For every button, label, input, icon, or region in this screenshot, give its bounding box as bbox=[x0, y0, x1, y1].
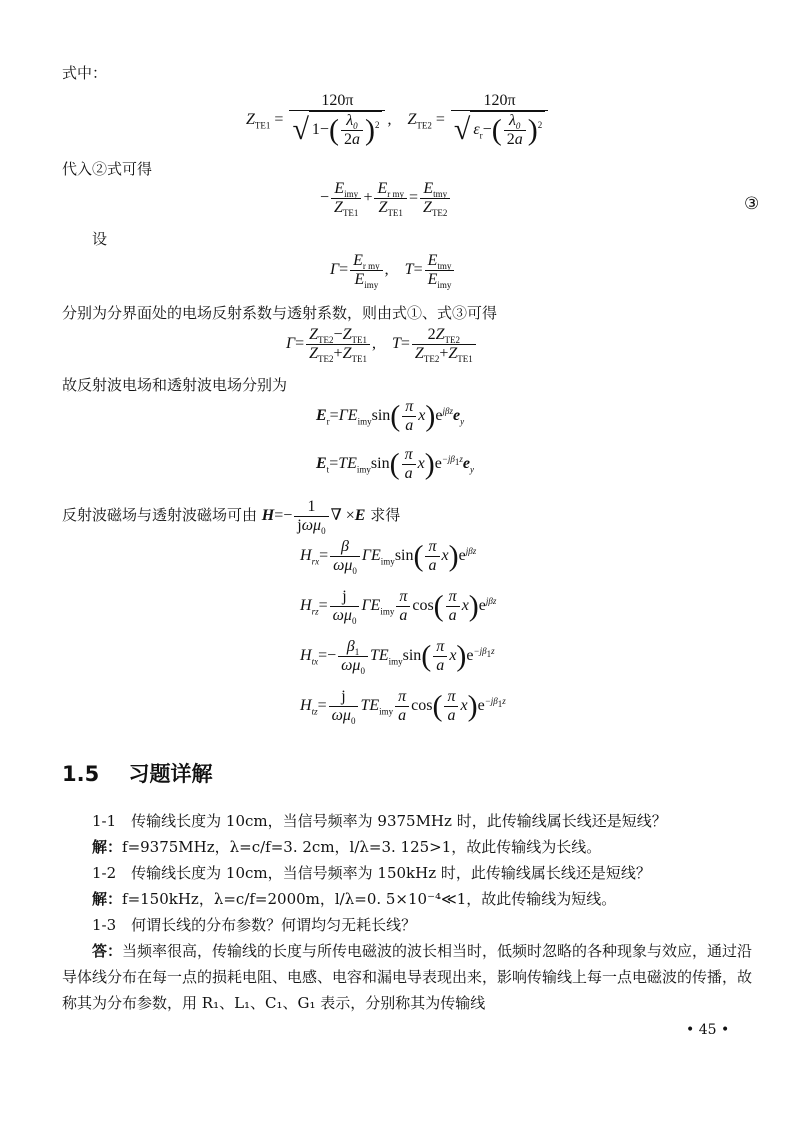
section-number: 1.5 bbox=[62, 762, 100, 786]
problem-3-question: 1-3 何谓长线的分布参数？何谓均匀无耗长线？ bbox=[92, 916, 417, 934]
label-shizhong: 式中： bbox=[62, 64, 108, 82]
label-fanshe-suffix: 求得 bbox=[370, 506, 401, 525]
formula-hrx: $H_{rx}=$ $\frac{\beta}{\omega\mu_0}$ $\Gamma E_{imy}\sin$( $\frac{\pi}{a}$ $x)e^{j\beta z}$ bbox=[300, 538, 477, 577]
problem-3-answer bbox=[62, 938, 762, 1016]
label-fanshe-prefix: 反射波磁场与透射波磁场可由 bbox=[62, 506, 258, 525]
problem-2-question: 1-2 传输线长度为 10cm，当信号频率为 150kHz 时，此传输线属长线还是短线？ bbox=[92, 864, 651, 882]
answer-text: f=150kHz，λ=c/f=2000m，l/λ=0. 5×10⁻⁴≪1，故此传输线为短线。 bbox=[122, 890, 617, 908]
formula-er: $E_r=\Gamma E_{imy}\sin$( $\frac{\pi}{a}$ $x)e^{j\beta z}e_y$ bbox=[316, 398, 465, 434]
problem-2-answer bbox=[62, 886, 762, 912]
section-heading bbox=[62, 758, 212, 788]
answer-text: 当频率很高，传输线的长度与所传电磁波的波长相当时，低频时忽略的各种现象与效应，通过沿导体线分布在每一点的损耗电阻、电感、电容和漏电导表现出来，影响传输线上每一点电磁波的传播，故称其为分布参数，用 R₁、L₁、C₁、G₁ 表示，分别称其为传输线 bbox=[62, 942, 753, 1012]
formula-hrz: $H_{rz}=$ $\frac{j}{\omega\mu_0}$ $\Gamma E_{imy}$ $\frac{\pi}{a}$ cos( $\frac{\pi}{a}$ $x)e^{j\beta z}$ bbox=[300, 588, 497, 627]
label-fenbie: 分别为分界面处的电场反射系数与透射系数，则由式①、式③可得 bbox=[62, 304, 498, 322]
formula-gamma-t-z: Γ= $\frac{Z_{TE2}-Z_{TE1}}{Z_{TE2}+Z_{TE1}}$ , T= $\frac{2Z_{TE2}}{Z_{TE2}+Z_{TE1}}$ bbox=[286, 326, 478, 363]
problem-1-question: 1-1 传输线长度为 10cm，当信号频率为 9375MHz 时，此传输线属长线还是短线？ bbox=[92, 812, 667, 830]
formula-htx: $H_{tx}=-$ $\frac{\beta_1}{\omega\mu_0}$ $TE_{imy}\sin$( $\frac{\pi}{a}$ $x)e^{-j\beta_1z}$ bbox=[300, 638, 495, 677]
formula-impedance: $Z_{TE1}$ = 120π √ 1−( $\frac{\lambda_0}{2a}$ )$^2$ , $Z_{TE2}$ = 120π √ $\varepsilon_r-$( $\frac{\lambda_0}{2a}$ )$^2$ bbox=[246, 92, 550, 149]
formula-gamma-t-def: Γ= $\frac{E_{r my}}{E_{imy}}$ , T= $\frac{E_{tmy}}{E_{imy}}$ bbox=[330, 252, 456, 289]
answer-text: f=9375MHz，λ=c/f=3. 2cm，l/λ=3. 125>1，故此传输线为长线。 bbox=[122, 838, 602, 856]
answer-label: 答： bbox=[92, 942, 123, 960]
answer-label: 解： bbox=[92, 838, 123, 856]
formula-htz: $H_{tz}=$ $\frac{j}{\omega\mu_0}$ $TE_{imy}$ $\frac{\pi}{a}$ cos( $\frac{\pi}{a}$ $x)e^{-j\beta_1z}$ bbox=[300, 688, 506, 727]
label-she: 设 bbox=[92, 230, 108, 248]
formula-eq3: − $\frac{E_{imy}}{Z_{TE1}}$ + $\frac{E_{r my}}{Z_{TE1}}$ = $\frac{E_{tmy}}{Z_{TE2}}$ bbox=[320, 180, 452, 217]
answer-label: 解： bbox=[92, 890, 123, 908]
equation-tag-3: ③ bbox=[744, 194, 760, 214]
label-gu: 故反射波电场和透射波电场分别为 bbox=[62, 376, 288, 394]
problem-1-answer bbox=[62, 834, 762, 860]
formula-et: $E_t=TE_{imy}\sin$( $\frac{\pi}{a}$ $x)e^{-j\beta_1z}e_y$ bbox=[316, 446, 474, 482]
label-dairu: 代入②式可得 bbox=[62, 160, 153, 178]
section-title: 习题详解 bbox=[128, 762, 213, 786]
label-fanshe: 反射波磁场与透射波磁场可由 H=− $\frac{1}{j\omega\mu_0}$ ∇ ×E 求得 bbox=[62, 498, 401, 537]
page-number: • 45 • bbox=[686, 1022, 730, 1038]
